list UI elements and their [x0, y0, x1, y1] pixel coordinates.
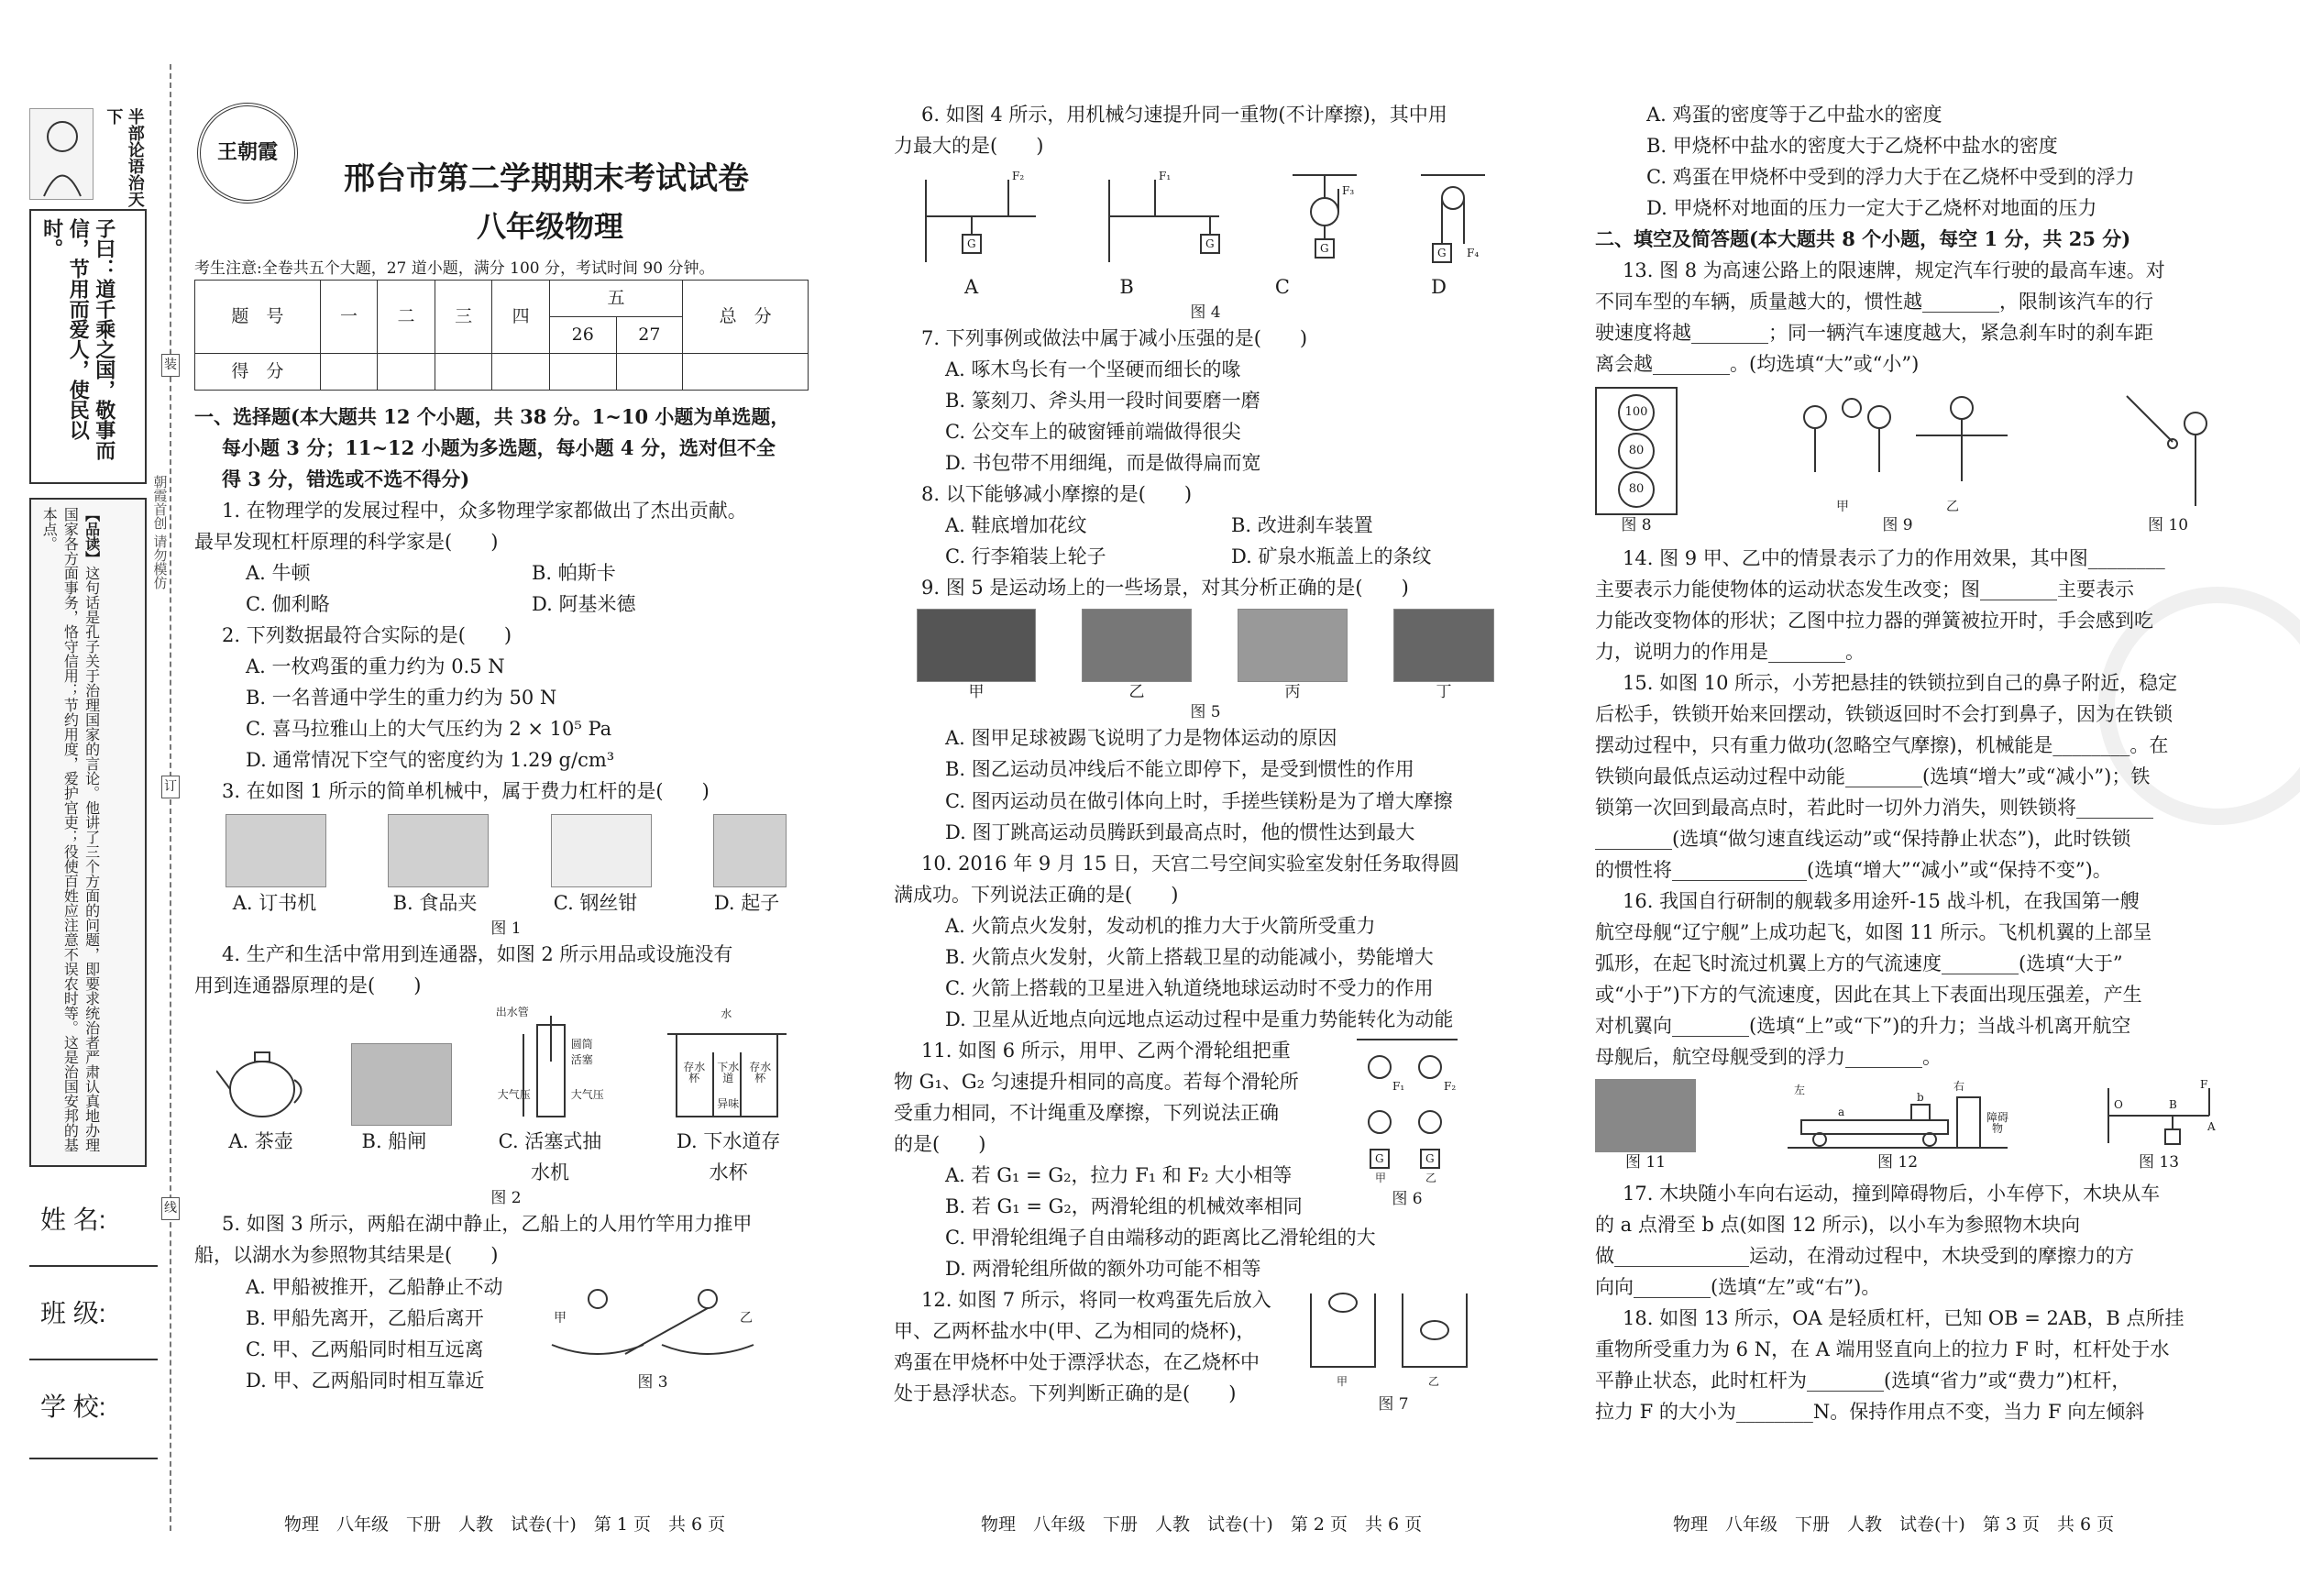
- figure-11: [1595, 1079, 1696, 1172]
- figure-3-caption: 图 3: [637, 1372, 668, 1392]
- q10-opt-c[interactable]: C. 火箭上搭载的卫星进入轨道绕地球运动时不受力的作用: [945, 976, 1434, 999]
- q14-line-2: 主要表示力能使物体的运动状态发生改变；图________主要表示: [1595, 578, 2134, 601]
- score-cell[interactable]: [616, 354, 683, 391]
- q11-block: [894, 1035, 1517, 1284]
- q5-opt-d[interactable]: D. 甲、乙两船同时相互靠近: [246, 1369, 485, 1392]
- fig4-weight-b: G: [1205, 237, 1215, 251]
- q16-line-5: 对机翼向________(选填“上”或“下”)的升力；当战斗机离开航空: [1595, 1015, 2131, 1038]
- q9-opt-a[interactable]: A. 图甲足球被踢飞说明了力是物体运动的原因: [945, 727, 1337, 750]
- teapot-image: [216, 1025, 308, 1126]
- q17-line-3: 做______________运动，在滑动过程中，木块受到的摩擦力的方: [1595, 1244, 2134, 1267]
- q9-opt-b[interactable]: B. 图乙运动员冲线后不能立即停下，是受到惯性的作用: [945, 758, 1414, 781]
- fig12-label-a: a: [1838, 1105, 1845, 1118]
- fig4-opt-d[interactable]: D: [1431, 276, 1447, 299]
- q11-opt-a[interactable]: A. 若 G₁ = G₂，拉力 F₁ 和 F₂ 大小相等: [945, 1163, 1293, 1186]
- side-badge: 半部论语治天下: [104, 108, 145, 207]
- q14-line-3: 力能改变物体的形状；乙图中拉力器的弹簧被拉开时，手会感到吃: [1595, 610, 2153, 633]
- q1-opt-c[interactable]: C. 伽利略: [246, 593, 330, 616]
- fig13-label-b: B: [2169, 1097, 2177, 1111]
- fig6-weight-g1: G: [1375, 1151, 1384, 1165]
- fig5-label-ding: 丁: [1436, 683, 1452, 702]
- exam-title: 邢台市第二学期期末考试试卷: [344, 160, 749, 197]
- fig4-force-f1: F₁: [1159, 170, 1172, 183]
- fig5-label-yi: 乙: [1128, 683, 1145, 702]
- school-field[interactable]: [29, 1458, 158, 1459]
- fig13-label-a: A: [2207, 1119, 2216, 1133]
- q2-opt-d[interactable]: D. 通常情况下空气的密度约为 1.29 g/cm³: [246, 749, 615, 772]
- score-hdr-5: 五: [549, 281, 682, 317]
- fig7-label-jia: 甲: [1337, 1374, 1348, 1388]
- seal-2: 订: [161, 776, 180, 798]
- fig6-label-yi: 乙: [1425, 1171, 1437, 1184]
- figure-5-caption: 图 5: [1190, 703, 1221, 722]
- q12-opt-c[interactable]: C. 鸡蛋在甲烧杯中受到的浮力大于在乙烧杯中受到的浮力: [1646, 166, 2135, 189]
- q1-opt-a[interactable]: A. 牛顿: [246, 562, 311, 585]
- quote-box: [29, 209, 147, 484]
- q10-opt-b[interactable]: B. 火箭点火发射，火箭上搭载卫星的动能减小，势能增大: [945, 945, 1434, 968]
- q16-line-6: 母舰后，航空母舰受到的浮力________。: [1595, 1046, 1942, 1069]
- score-cell[interactable]: [378, 354, 435, 391]
- fig3-label-jia: 甲: [554, 1310, 567, 1326]
- q5-opt-a[interactable]: A. 甲船被推开，乙船静止不动: [246, 1275, 503, 1298]
- q18-line-2: 重物所受重力为 6 N，在 A 端用竖直向上的拉力 F 时，杠杆处于水: [1595, 1337, 2170, 1360]
- figure-11-caption: 图 11: [1624, 1152, 1667, 1172]
- fig4-options-row: [894, 271, 1517, 303]
- ship-lock-image: [351, 1043, 452, 1126]
- q13-line-2: 不同车型的车辆，质量越大的，惯性越________，限制该汽车的行: [1595, 291, 2153, 314]
- fig12-label-b: b: [1917, 1090, 1924, 1104]
- q12-opt-b[interactable]: B. 甲烧杯中盐水的密度大于乙烧杯中盐水的密度: [1646, 135, 2058, 158]
- fig12-label-right: 右: [1953, 1079, 1965, 1093]
- football-photo: [917, 609, 1036, 702]
- q1-opt-b[interactable]: B. 帕斯卡: [532, 562, 616, 585]
- q7-opt-a[interactable]: A. 啄木鸟长有一个坚硬而细长的喙: [945, 358, 1241, 381]
- reading-text: [39, 507, 103, 1158]
- fig9-label-jia: 甲: [1836, 500, 1849, 515]
- score-hdr-2: 二: [378, 281, 435, 354]
- q8-opt-c[interactable]: C. 行李箱装上轮子: [945, 545, 1106, 568]
- figure-6-caption: 图 6: [1392, 1189, 1423, 1208]
- score-cell[interactable]: [492, 354, 550, 391]
- score-hdr-total: 总 分: [683, 281, 809, 354]
- q12-stem-2: 甲、乙两杯盐水中(甲、乙为相同的烧杯)，: [894, 1319, 1256, 1342]
- q11-stem-3: 受重力相同，不计绳重及摩擦，下列说法正确: [894, 1101, 1279, 1124]
- q18-line-3: 平静止状态，此时杠杆为________(选填“省力”或“费力”)杠杆，: [1595, 1369, 2131, 1392]
- fig4-force-f3: F₃: [1342, 184, 1355, 198]
- fig6-force-f2: F₂: [1444, 1079, 1457, 1093]
- q12-opt-a[interactable]: A. 鸡蛋的密度等于乙中盐水的密度: [1646, 104, 1942, 126]
- fig6-label-jia: 甲: [1375, 1171, 1387, 1184]
- score-cell[interactable]: [549, 354, 616, 391]
- fig12-label-obstacle: 障碍物: [1986, 1110, 2008, 1135]
- q16-line-3: 弧形，在起飞时流过机翼上方的气流速度________(选填“大于”: [1595, 952, 2123, 975]
- figure-7-caption: 图 7: [1378, 1394, 1409, 1414]
- score-cell[interactable]: [320, 354, 378, 391]
- q8-opt-d[interactable]: D. 矿泉水瓶盖上的条纹: [1231, 545, 1432, 568]
- class-field[interactable]: [29, 1359, 158, 1360]
- q11-opt-d[interactable]: D. 两滑轮组所做的额外功可能不相等: [945, 1257, 1261, 1280]
- fig4-weight-d: G: [1437, 247, 1447, 260]
- fig4-pulley-d: [1412, 171, 1494, 271]
- q16-line-4: 或“小于”)下方的气流速度，因此在其上下表面出现压强差，产生: [1595, 984, 2142, 1007]
- stapler-image: [226, 814, 326, 887]
- q14-line-1: 14. 图 9 甲、乙中的情景表示了力的作用效果，其中图________: [1623, 547, 2165, 570]
- page-1-footer: 物理 八年级 下册 人教 试卷(十) 第 1 页 共 6 页: [284, 1514, 726, 1535]
- exam-notice: 考生注意:全卷共五个大题，27 道小题，满分 100 分，考试时间 90 分钟。: [194, 259, 715, 278]
- confucius-quote: 子曰：道千乘之国，敬事而信，节用而爱人，使民以时。: [39, 218, 116, 460]
- q8-options-row: [894, 541, 1517, 572]
- name-field[interactable]: [29, 1265, 158, 1267]
- fig6-weight-g2: G: [1425, 1151, 1435, 1165]
- opener-image: [713, 814, 787, 887]
- column-2: [894, 99, 1517, 1414]
- page-3-footer: 物理 八年级 下册 人教 试卷(十) 第 3 页 共 6 页: [1673, 1514, 2115, 1535]
- figure-10: [2118, 387, 2218, 535]
- q11-stem: 11. 如图 6 所示，用甲、乙两个滑轮组把重: [921, 1039, 1291, 1062]
- drain-trap-diagram: [658, 1007, 796, 1126]
- figure-12-caption: 图 12: [1876, 1152, 1919, 1172]
- fig4-opt-b[interactable]: B: [1119, 276, 1134, 299]
- q15-line-2: 后松手，铁锁开始来回摆动，铁锁返回时不会打到鼻子，因为在铁锁: [1595, 703, 2173, 726]
- speed-sign-80-bus: 80: [1618, 433, 1655, 469]
- fig4-weight-c: G: [1320, 242, 1329, 256]
- q3-stem: 3. 在如图 1 所示的简单机械中，属于费力杠杆的是( ): [222, 780, 710, 803]
- fig12-label-left: 左: [1794, 1083, 1806, 1096]
- q6-stem: 6. 如图 4 所示，用机械匀速提升同一重物(不计摩擦)，其中用: [921, 104, 1447, 126]
- q12-stem-4: 处于悬浮状态。下列判断正确的是( ): [894, 1381, 1237, 1404]
- q3-options-row: [194, 887, 818, 919]
- publisher-note: 朝霞首创 请勿模仿: [151, 475, 169, 589]
- fig4-force-f4: F₄: [1467, 247, 1480, 260]
- q1-options-row: [194, 557, 818, 589]
- q7-stem: 7. 下列事例或做法中属于减小压强的是( ): [921, 327, 1308, 350]
- fig2-label-piston: 活塞: [570, 1053, 593, 1067]
- score-cell[interactable]: [683, 354, 809, 391]
- fighter-jet-photo: [1595, 1079, 1696, 1152]
- q13-line-3: 驶速度将越________；同一辆汽车速度越大，紧急刹车时的刹车距: [1595, 322, 2153, 345]
- fig2-label-odor: 异味: [717, 1097, 740, 1111]
- q10-opt-d[interactable]: D. 卫星从近地点向远地点运动过程中是重力势能转化为动能: [945, 1007, 1454, 1030]
- q7-opt-d[interactable]: D. 书包带不用细绳，而是做得扁而宽: [945, 452, 1261, 475]
- sprint-photo: [1082, 609, 1192, 702]
- fig13-label-f: F: [2200, 1077, 2208, 1091]
- confucius-portrait: [29, 108, 94, 200]
- q9-opt-d[interactable]: D. 图丁跳高运动员腾跃到最高点时，他的惯性达到最大: [945, 820, 1415, 843]
- figure-13-caption: 图 13: [2138, 1152, 2180, 1172]
- q7-opt-b[interactable]: B. 篆刻刀、斧头用一段时间要磨一磨: [945, 390, 1260, 413]
- q13-line-4: 离会越________。(均选填“大”或“小”): [1595, 353, 1920, 376]
- school-label: 学 校:: [40, 1392, 106, 1421]
- score-hdr-26: 26: [549, 317, 616, 354]
- q6-stem-2: 力最大的是( ): [894, 135, 1044, 158]
- fig4-lever-b: [1100, 171, 1238, 271]
- q13-line-1: 13. 图 8 为高速公路上的限速牌，规定汽车行驶的最高车速。对: [1623, 259, 2165, 282]
- q5-stem: 5. 如图 3 所示，两船在湖中静止，乙船上的人用竹竿用力推甲: [222, 1213, 753, 1236]
- q10-stem-2: 满成功。下列说法正确的是( ): [894, 883, 1179, 906]
- figure-6: [1352, 1035, 1462, 1218]
- q4-opt-a[interactable]: A. 茶壶: [228, 1130, 293, 1153]
- fig3-label-yi: 乙: [740, 1310, 753, 1326]
- fig4-opt-c[interactable]: C: [1274, 276, 1290, 299]
- q12-opt-d[interactable]: D. 甲烧杯对地面的压力一定大于乙烧杯对地面的压力: [1646, 197, 2097, 220]
- speed-sign-80-truck: 80: [1618, 471, 1655, 508]
- q18-line-4: 拉力 F 的大小为________N。保持作用点不变，当力 F 向左倾斜: [1595, 1400, 2145, 1423]
- q4-opt-d[interactable]: D. 下水道存水杯: [676, 1130, 781, 1184]
- figure-7: [1302, 1284, 1485, 1431]
- figure-5: [894, 609, 1517, 702]
- score-table: [194, 280, 809, 391]
- q5-opt-b[interactable]: B. 甲船先离开，乙船后离开: [246, 1306, 484, 1329]
- q4-options-row: [194, 1126, 818, 1188]
- figure-10-caption: 图 10: [2147, 516, 2189, 535]
- score-row-label: 得 分: [195, 354, 321, 391]
- q4-stem: 4. 生产和生活中常用到连通器，如图 2 所示用品或设施没有: [222, 943, 733, 966]
- figure-9: [1788, 390, 2008, 535]
- page-2-footer: 物理 八年级 下册 人教 试卷(十) 第 2 页 共 6 页: [981, 1514, 1423, 1535]
- q12-stem-3: 鸡蛋在甲烧杯中处于漂浮状态，在乙烧杯中: [894, 1350, 1260, 1373]
- q16-line-1: 16. 我国自行研制的舰载多用途歼-15 战斗机，在我国第一艘: [1623, 890, 2140, 913]
- fig9-labels: [1788, 500, 2008, 515]
- fig4-lever-a: [917, 171, 1054, 271]
- food-clip-image: [388, 814, 489, 887]
- q1-opt-d[interactable]: D. 阿基米德: [532, 593, 636, 616]
- fig4-pulley-c: [1283, 171, 1366, 271]
- q1-options-row: [194, 589, 818, 620]
- q5-block: [194, 1271, 818, 1396]
- fig4-force-f2: F₂: [1012, 170, 1025, 183]
- fig2-label-atm-1: 大气压: [497, 1088, 531, 1102]
- column-1: [194, 402, 818, 1396]
- exam-subtitle: 八年级物理: [477, 209, 624, 244]
- fig5-label-jia: 甲: [968, 683, 985, 702]
- q17-line-2: 的 a 点滑至 b 点(如图 12 所示)，以小车为参照物木块向: [1595, 1213, 2081, 1236]
- q12-stem: 12. 如图 7 所示，将同一枚鸡蛋先后放入: [921, 1288, 1271, 1311]
- score-hdr-27: 27: [616, 317, 683, 354]
- q3-opt-a[interactable]: A. 订书机: [232, 892, 317, 915]
- figure-1: [194, 814, 818, 887]
- q15-line-4: 铁锁向最低点运动过程中动能________(选填“增大”或“减小”)；铁: [1595, 765, 2151, 788]
- q12-block: [894, 1284, 1517, 1414]
- figure-8: [1595, 387, 1678, 535]
- q11-opt-c[interactable]: C. 甲滑轮组绳子自由端移动的距离比乙滑轮组的大: [945, 1226, 1376, 1249]
- q8-opt-a[interactable]: A. 鞋底增加花纹: [945, 514, 1087, 537]
- fig2-label-trap-1: 存水杯: [683, 1061, 706, 1085]
- q18-line-1: 18. 如图 13 所示，OA 是轻质杠杆，已知 OB = 2AB，B 点所挂: [1623, 1306, 2184, 1329]
- fig2-label-cylinder: 圆筒: [570, 1038, 593, 1051]
- figure-8-caption: 图 8: [1621, 516, 1652, 535]
- q3-opt-b[interactable]: B. 食品夹: [392, 892, 478, 915]
- q11-opt-b[interactable]: B. 若 G₁ = G₂，两滑轮组的机械效率相同: [945, 1194, 1303, 1217]
- q14-line-4: 力，说明力的作用是________。: [1595, 641, 1865, 664]
- q2-opt-b[interactable]: B. 一名普通中学生的重力约为 50 N: [246, 687, 557, 710]
- reading-body: 这句话是孔子关于治理国家的言论。他讲了三个方面的问题，即要求统治者严肃认真地办理国家各方面事务，恪守信用；节约用度，爱护官吏；役使百姓应注意不误农时等。这是治国安邦的基本点。: [40, 507, 101, 1152]
- score-hdr-1: 一: [320, 281, 378, 354]
- logo: [197, 103, 298, 204]
- figure-4: [894, 171, 1517, 271]
- q1-stem-2: 最早发现杠杆原理的科学家是( ): [194, 531, 499, 554]
- reading-box: [29, 498, 147, 1167]
- class-label: 班 级:: [40, 1299, 106, 1327]
- fig5-label-bing: 丙: [1284, 683, 1301, 702]
- q17-line-4: 向向________(选填“左”或“右”)。: [1595, 1275, 1881, 1298]
- q4-opt-b[interactable]: B. 船闸: [361, 1130, 427, 1153]
- figure-2-caption: 图 2: [490, 1189, 522, 1208]
- pliers-image: [551, 814, 652, 887]
- q5-stem-2: 船，以湖水为参照物其结果是( ): [194, 1244, 499, 1267]
- section1-line2: 每小题 3 分；11~12 小题为多选题，每小题 4 分，选对但不全: [222, 436, 776, 460]
- figure-2: [194, 1007, 818, 1126]
- section2-title: 二、填空及简答题(本大题共 8 个小题，每空 1 分，共 25 分): [1595, 227, 2131, 251]
- q2-stem: 2. 下列数据最符合实际的是( ): [222, 624, 512, 647]
- figure-13: [2099, 1079, 2218, 1172]
- fig7-label-yi: 乙: [1428, 1374, 1440, 1388]
- logo-text: 王朝霞: [216, 140, 278, 165]
- fig2-label-trap-2: 存水杯: [749, 1061, 772, 1085]
- score-hdr-4: 四: [492, 281, 550, 354]
- fig2-label-water: 水: [721, 1007, 732, 1021]
- q2-opt-c[interactable]: C. 喜马拉雅山上的大气压约为 2 × 10⁵ Pa: [246, 718, 612, 741]
- reading-tag: 【品读】: [83, 507, 101, 566]
- q2-opt-a[interactable]: A. 一枚鸡蛋的重力约为 0.5 N: [246, 655, 505, 678]
- q9-opt-c[interactable]: C. 图丙运动员在做引体向上时，手搓些镁粉是为了增大摩擦: [945, 789, 1453, 812]
- score-hdr-3: 三: [435, 281, 492, 354]
- fig6-force-f1: F₁: [1392, 1079, 1405, 1093]
- q15-line-7: 的惯性将______________(选填“增大”“减小”或“保持不变”)。: [1595, 859, 2112, 882]
- q3-opt-d[interactable]: D. 起子: [713, 892, 780, 915]
- figures-11-13: [1595, 1079, 2218, 1172]
- figure-1-caption: 图 1: [490, 919, 522, 939]
- highjump-photo: [1393, 609, 1494, 702]
- score-cell[interactable]: [435, 354, 492, 391]
- section1-title: 一、选择题(本大题共 12 个小题，共 38 分。1~10 小题为单选题，: [194, 405, 790, 428]
- figure-4-caption: 图 4: [1190, 303, 1221, 323]
- piston-pump-diagram: [496, 1007, 615, 1126]
- q3-opt-c[interactable]: C. 钢丝钳: [553, 892, 638, 915]
- figure-9-caption: 图 9: [1882, 516, 1913, 535]
- q11-stem-2: 物 G₁、G₂ 匀速提升相同的高度。若每个滑轮所: [894, 1070, 1299, 1093]
- score-hdr-label: 题 号: [195, 281, 321, 354]
- speed-sign-board: [1595, 387, 1678, 515]
- q15-line-1: 15. 如图 10 所示，小芳把悬挂的铁锁拉到自己的鼻子附近，稳定: [1623, 672, 2178, 695]
- q5-opt-c[interactable]: C. 甲、乙两船同时相互远离: [246, 1337, 484, 1360]
- q8-options-row: [894, 510, 1517, 541]
- q1-stem: 1. 在物理学的发展过程中，众多物理学家都做出了杰出贡献。: [222, 500, 747, 523]
- q10-opt-a[interactable]: A. 火箭点火发射，发动机的推力大于火箭所受重力: [945, 914, 1376, 937]
- q15-line-6: ________(选填“做匀速直线运动”或“保持静止状态”)，此时铁锁: [1595, 828, 2131, 851]
- q11-stem-4: 的是( ): [894, 1132, 986, 1155]
- q10-stem: 10. 2016 年 9 月 15 日，天宫二号空间实验室发射任务取得圆: [921, 852, 1459, 875]
- fig4-opt-a[interactable]: A: [964, 276, 979, 299]
- seal-1: 装: [161, 354, 180, 377]
- q8-stem: 8. 以下能够减小摩擦的是( ): [921, 483, 1193, 506]
- fig13-label-o: O: [2114, 1097, 2123, 1111]
- q16-line-2: 航空母舰“辽宁舰”上成功起飞，如图 11 所示。飞机机翼的上部呈: [1595, 921, 2152, 944]
- q4-opt-c[interactable]: C. 活塞式抽水机: [498, 1130, 602, 1184]
- q8-opt-b[interactable]: B. 改进刹车装置: [1231, 514, 1373, 537]
- figures-8-10: [1595, 387, 2218, 535]
- pullup-photo: [1238, 609, 1348, 702]
- name-label: 姓 名:: [40, 1205, 106, 1234]
- fig4-weight-a: G: [967, 237, 976, 251]
- fig2-label-outlet: 出水管: [495, 1006, 529, 1019]
- q4-stem-2: 用到连通器原理的是( ): [194, 974, 422, 997]
- figure-12: [1783, 1079, 2012, 1172]
- q15-line-3: 摆动过程中，只有重力做功(忽略空气摩擦)，机械能是________。在: [1595, 734, 2169, 757]
- q9-stem: 9. 图 5 是运动场上的一些场景，对其分析正确的是( ): [921, 577, 1409, 600]
- speed-sign-100: 100: [1618, 394, 1655, 431]
- figure-3: [543, 1271, 763, 1400]
- q15-line-5: 锁第一次回到最高点时，若此时一切外力消失，则铁锁将________: [1595, 797, 2153, 820]
- seal-3: 线: [161, 1197, 180, 1220]
- fig9-label-yi: 乙: [1946, 500, 1959, 515]
- column-3: [1595, 99, 2218, 1427]
- fig2-label-drain: 下水道: [717, 1061, 740, 1085]
- section1-line3: 得 3 分，错选或不选不得分): [222, 468, 470, 491]
- fig2-label-atm-2: 大气压: [570, 1088, 604, 1102]
- q17-line-1: 17. 木块随小车向右运动，撞到障碍物后，小车停下，木块从车: [1623, 1182, 2161, 1205]
- q7-opt-c[interactable]: C. 公交车上的破窗锤前端做得很尖: [945, 421, 1241, 444]
